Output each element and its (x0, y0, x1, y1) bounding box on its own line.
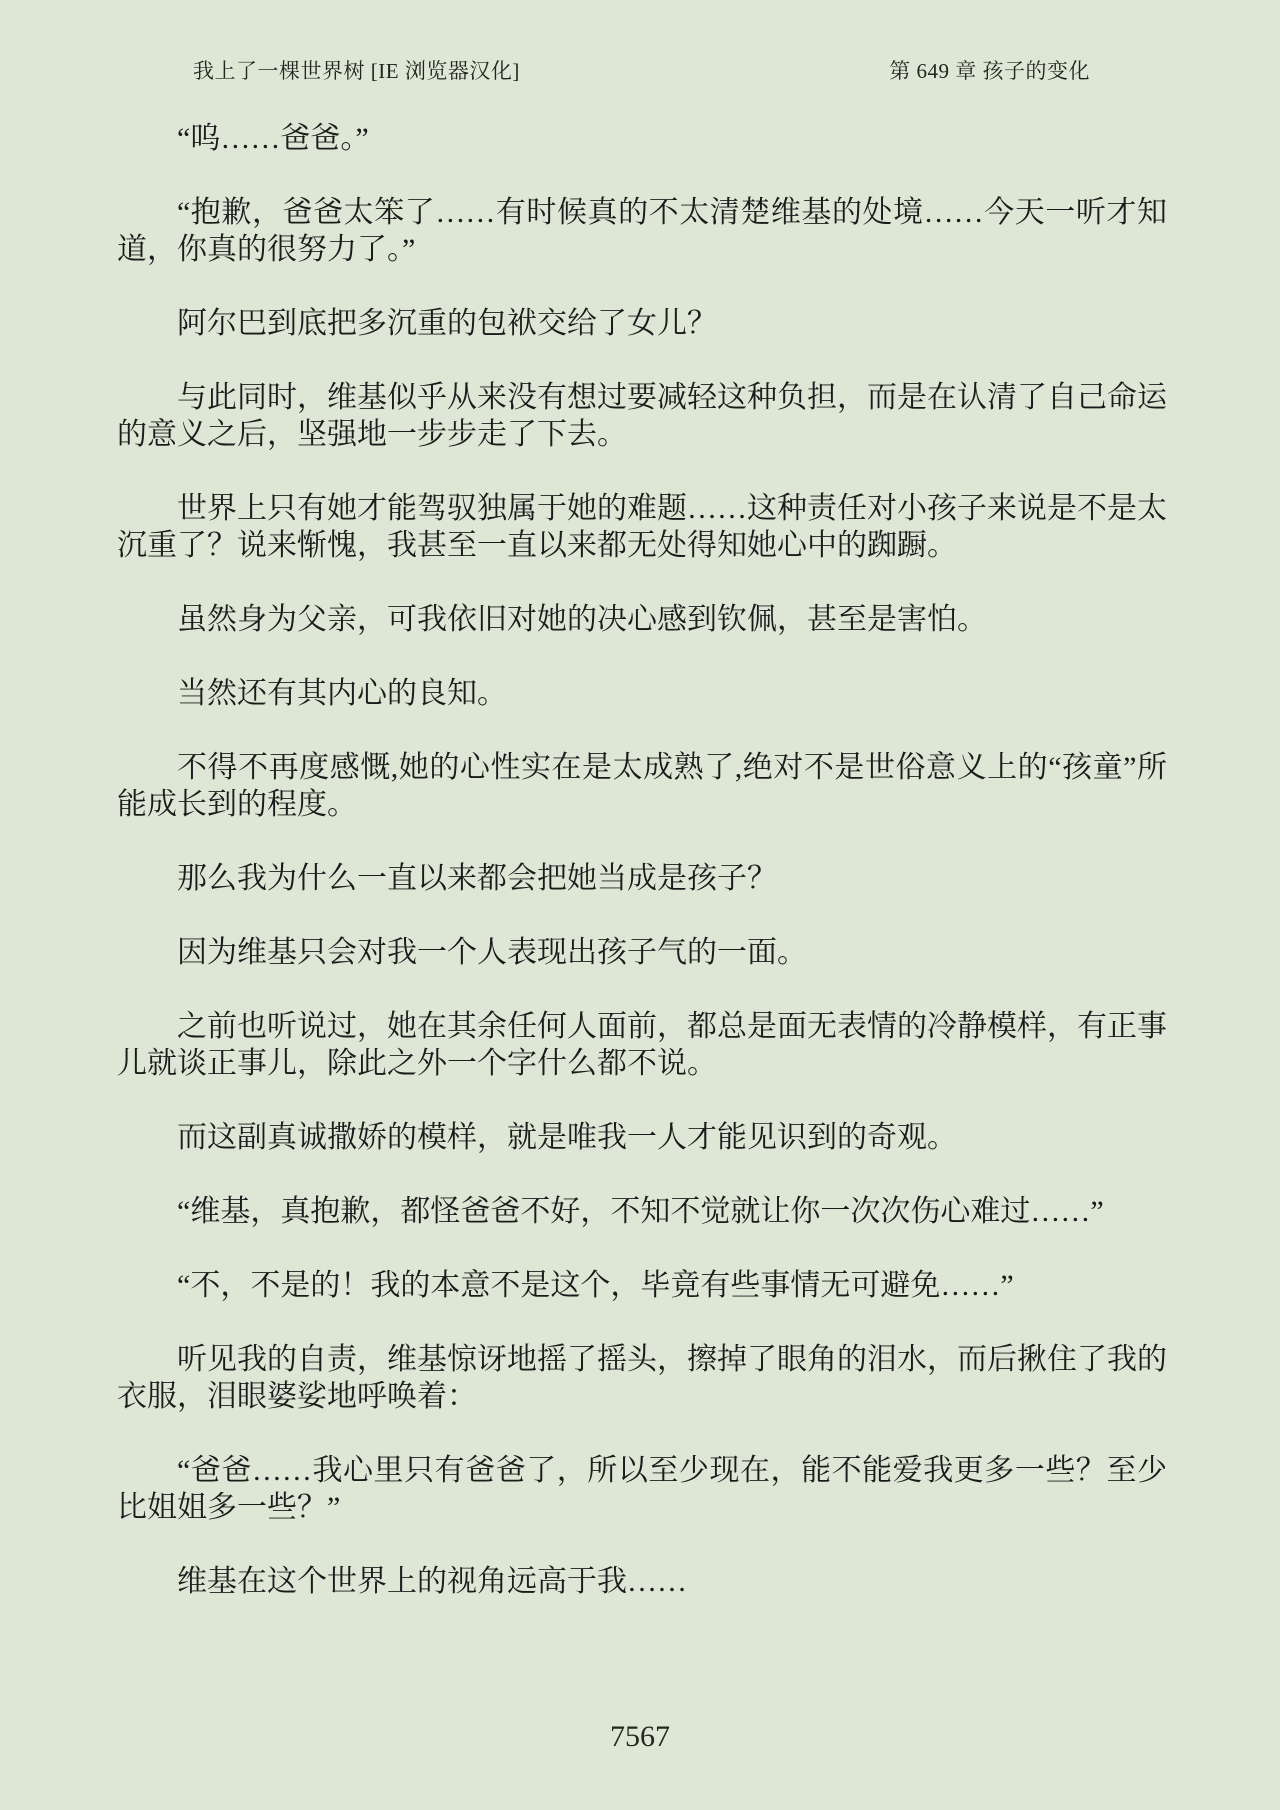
page-number: 7567 (610, 1720, 670, 1753)
chapter-title: 第 649 章 孩子的变化 (889, 59, 1090, 83)
paragraph: 世界上只有她才能驾驭独属于她的难题……这种责任对小孩子来说是不是太沉重了？说来惭愧，我甚至一直以来都无处得知她心中的踟蹰。 (117, 492, 1167, 562)
paragraph: 虽然身为父亲，可我依旧对她的决心感到钦佩，甚至是害怕。 (177, 603, 987, 636)
book-title: 我上了一棵世界树 [IE 浏览器汉化] (193, 59, 520, 83)
chapter-text (117, 120, 1167, 1600)
page-footer (0, 1720, 1280, 1754)
page-header (0, 0, 1280, 82)
paragraph: “不，不是的！我的本意不是这个，毕竟有些事情无可避免……” (177, 1269, 1014, 1302)
paragraph: 与此同时，维基似乎从来没有想过要减轻这种负担，而是在认清了自己命运的意义之后，坚强地一步步走了下去。 (117, 381, 1167, 451)
paragraph: 当然还有其内心的良知。 (177, 677, 507, 710)
paragraph: 而这副真诚撒娇的模样，就是唯我一人才能见识到的奇观。 (177, 1121, 957, 1154)
paragraph: “维基，真抱歉，都怪爸爸不好，不知不觉就让你一次次伤心难过……” (177, 1195, 1104, 1228)
paragraph: “呜……爸爸。” (177, 122, 369, 155)
paragraph: 那么我为什么一直以来都会把她当成是孩子？ (177, 862, 777, 895)
paragraph: 因为维基只会对我一个人表现出孩子气的一面。 (177, 936, 807, 969)
paragraph: “爸爸……我心里只有爸爸了，所以至少现在，能不能爱我更多一些？至少比姐姐多一些？” (117, 1454, 1167, 1524)
paragraph: 之前也听说过，她在其余任何人面前，都总是面无表情的冷静模样，有正事儿就谈正事儿，除此之外一个字什么都不说。 (117, 1010, 1167, 1080)
paragraph: 阿尔巴到底把多沉重的包袱交给了女儿？ (177, 307, 717, 340)
paragraph: 听见我的自责，维基惊讶地摇了摇头，擦掉了眼角的泪水，而后揪住了我的衣服，泪眼婆娑地呼唤着： (117, 1343, 1167, 1413)
paragraph: “抱歉，爸爸太笨了……有时候真的不太清楚维基的处境……今天一听才知道，你真的很努力了。” (117, 196, 1167, 266)
paragraph: 维基在这个世界上的视角远高于我…… (177, 1565, 687, 1598)
paragraph: 不得不再度感慨,她的心性实在是太成熟了,绝对不是世俗意义上的“孩童”所能成长到的程度。 (117, 751, 1167, 821)
